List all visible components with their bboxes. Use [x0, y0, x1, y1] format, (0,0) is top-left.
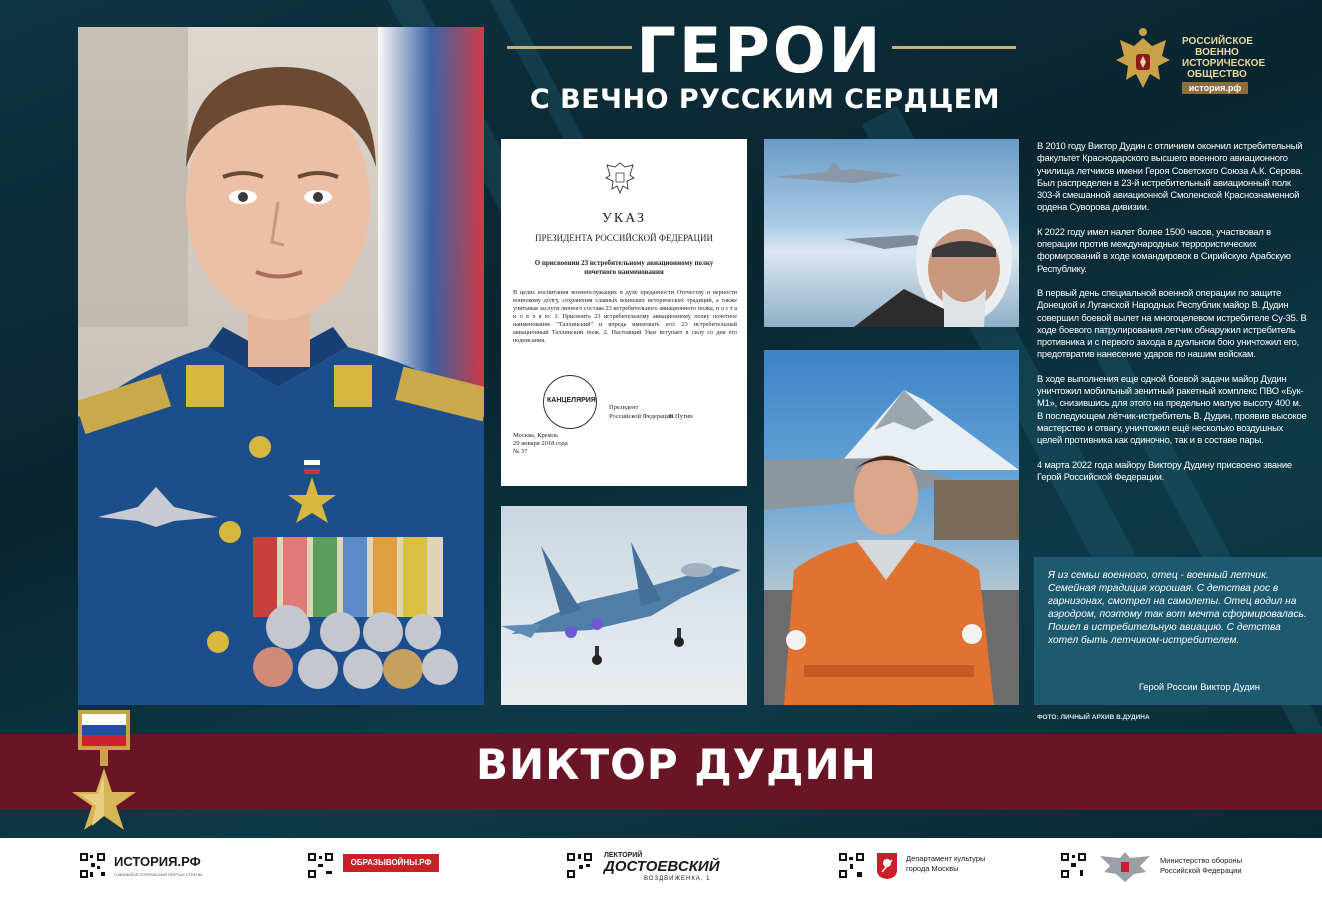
cockpit-photo [764, 139, 1019, 327]
hero-portrait [78, 27, 484, 705]
decree-number: № 37 [513, 448, 528, 455]
portrait-illustration [78, 27, 484, 705]
hero-name: ВИКТОР ДУДИН [476, 740, 877, 789]
bio-paragraph: В первый день специальной военной операции по защите Донецкой и Луганской Народных Республик майор В. Дудин совершил боевой вылет на многоцелевом истребителе Су-35. В ходе боевого патрулирования летчик обнаружил истребитель противника и с первого захода в дуэльном бою уничтожил его, предотвратив нанесение ударов по нашим войскам. [1037, 286, 1307, 360]
partner-mod[interactable] [1060, 852, 1250, 884]
fighter-jet-illustration [501, 506, 747, 705]
mod-eagle-icon [1096, 848, 1154, 884]
rvio-name-line: ВОЕННО [1195, 47, 1239, 58]
partner-istoria[interactable] [79, 852, 209, 884]
double-headed-eagle-icon [1112, 26, 1174, 98]
rvio-site: история.рф [1182, 82, 1248, 94]
decree-title: УКАЗ [601, 211, 647, 226]
partner-obrazy[interactable] [307, 852, 442, 884]
fighter-jet-photo [501, 506, 747, 705]
decree-document [501, 139, 747, 486]
qr-code-icon [79, 852, 106, 879]
partner-dept-culture[interactable] [838, 852, 998, 884]
partner-lektoriy[interactable] [566, 852, 736, 884]
pilot-photo [764, 350, 1019, 705]
decree-subtitle: ПРЕЗИДЕНТА РОССИЙСКОЙ ФЕДЕРАЦИИ [535, 233, 713, 243]
qr-code-icon [307, 852, 334, 879]
qr-code-icon [566, 852, 593, 879]
decree-place: Москва, Кремль [513, 432, 558, 439]
photo-credit: ФОТО: ЛИЧНЫЙ АРХИВ В.ДУДИНА [1037, 714, 1150, 721]
poster-subtitle: С ВЕЧНО РУССКИМ СЕРДЦЕМ [529, 84, 1001, 115]
istoria-tagline: ГЛАВНЫЙ ИСТОРИЧЕСКИЙ ПОРТАЛ СТРАНЫ [114, 872, 203, 877]
lektoriy-name: ДОСТОЕВСКИЙ [604, 858, 720, 875]
decree-signer: В.Путин [669, 413, 693, 420]
istoria-name: ИСТОРИЯ.РФ [114, 854, 201, 869]
hero-star-medal-icon [70, 708, 138, 832]
decree-stamp [543, 375, 597, 429]
dept-line1: Департамент культуры [906, 854, 986, 863]
quote-author: Герой России Виктор Дудин [1138, 681, 1260, 692]
decree-stamp-text: КАНЦЕЛЯРИЯ [547, 397, 596, 404]
hero-quote: Я из семьи военного, отец - военный летчик. Семейная традиция хорошая. С детства рос в гарнизонах, смотрел на самолеты. Отец водил на аэродром, поэтому так вот мечта сформировалась. Пошел в истребительную авиацию. С детства хотел быть летчиком-истребителем. [1048, 570, 1307, 646]
decree-date: 29 января 2018 года [513, 440, 568, 447]
hero-biography [1037, 140, 1307, 495]
lektoriy-address: ВОЗДВИЖЕНКА, 1 [644, 876, 711, 882]
obrazy-name: ОБРАЗЫВОЙНЫ.РФ [350, 858, 432, 867]
qr-code-icon [838, 852, 865, 879]
bio-paragraph: В ходе выполнения еще одной боевой задачи майор Дудин уничтожил мобильный зенитный ракетный комплекс ПВО «Бук-М1», снизившись для этого на предельно малую высоту 400 м. В последующем лётчик-истребитель В. Дудин, проявив высокое мастерство и отвагу, уничтожил ещё несколько воздушных целей противника как одиночно, так и в составе пары. [1037, 372, 1307, 446]
mod-line1: Министерство обороны [1160, 856, 1243, 865]
rvio-name-line: ОБЩЕСТВО [1187, 69, 1247, 80]
coat-of-arms-icon [605, 161, 635, 195]
mod-line2: Российской Федерации [1160, 866, 1242, 875]
lektoriy-label: ЛЕКТОРИЙ [604, 852, 643, 859]
decree-sign-org: Российской Федерации [609, 413, 674, 420]
rvio-name [1182, 36, 1266, 80]
obrazy-logo-bar [343, 854, 439, 872]
moscow-coat-of-arms-icon [876, 852, 898, 880]
decree-heading: О присвоении 23 истребительному авиационному полку почетного наименования [534, 259, 714, 276]
poster-title: ГЕРОИ [636, 14, 884, 87]
bio-paragraph: 4 марта 2022 года майору Виктору Дудину присвоено звание Герой Российской Федерации. [1037, 458, 1292, 482]
dept-line2: города Москвы [906, 864, 959, 873]
bio-paragraph: В 2010 году Виктор Дудин с отличием окончил истребительный факультет Краснодарского высшего военного авиационного училища летчиков имени Героя Советского Союза А.К. Серова. Был распределен в 23-й истребительный авиационный полк 303-й смешанной авиационной Смоленской Краснознаменной ордена Суворова дивизии. [1037, 140, 1303, 213]
pilot-illustration [764, 350, 1019, 705]
qr-code-icon [1060, 852, 1087, 879]
decree-sign-title: Президент [609, 404, 639, 411]
rvio-name-line: ИСТОРИЧЕСКОЕ [1182, 58, 1266, 69]
bio-paragraph: К 2022 году имел налет более 1500 часов, участвовал в операции против международных террористических формирований в ходе командировок в Сирийскую Арабскую Республику. [1037, 225, 1291, 274]
rvio-logo [1112, 26, 1266, 106]
decree-body: В целях воспитания военнослужащих в духе преданности Отечеству и верности воинскому долгу, сохранения славных воинских исторических традиций, а также учитывая заслуги личного состава 23 истребительного авиационного полка, п о с т а н о в л я ю: 1. Присвоить 23 истребительному авиационному полку почетное наименование "Таллинский" и впредь именовать его: 23 истребительный авиационный Таллинский полк. 2. Настоящий Указ вступает в силу со дня его подписания. [513, 289, 737, 344]
quote-box [1034, 557, 1322, 705]
cockpit-illustration [764, 139, 1019, 327]
decree-place-date [513, 432, 568, 456]
rvio-name-line: РОССИЙСКОЕ [1182, 36, 1253, 47]
